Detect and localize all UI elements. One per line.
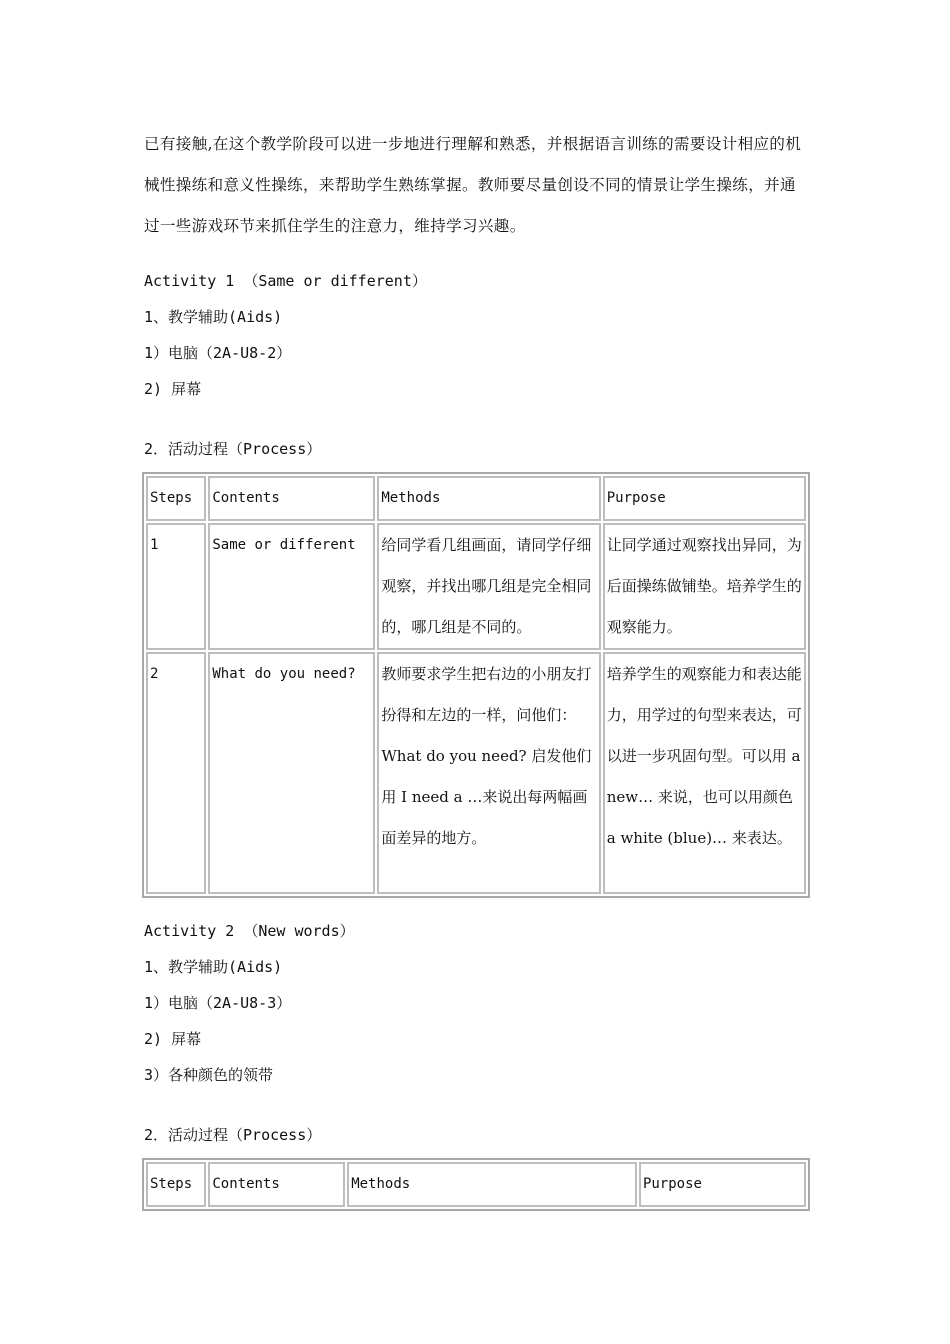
activity2-title: Activity 2 （New words）: [144, 922, 355, 940]
activity1-aid-item: 2) 屏幕: [144, 380, 202, 398]
intro-paragraph: 已有接触,在这个教学阶段可以进一步地进行理解和熟悉，并根据语言训练的需要设计相应的机械性操练和意义性操练，来帮助学生熟练掌握。教师要尽量创设不同的情景让学生操练，并通过一些游戏环节来抓住学生的注意力，维持学习兴趣。: [144, 135, 802, 235]
activity1-process-heading: 2．活动过程（Process）: [144, 440, 322, 458]
row-methods: 教师要求学生把右边的小朋友打扮得和左边的一样，问他们：What do you need? 启发他们用 I need a …来说出每两幅画面差异的地方。: [377, 652, 600, 894]
header-methods: Methods: [377, 476, 600, 521]
header-methods: Methods: [347, 1162, 637, 1207]
table-row: [146, 652, 806, 894]
header-steps: Steps: [146, 1162, 206, 1207]
header-contents: Contents: [208, 476, 375, 521]
header-purpose: Purpose: [603, 476, 806, 521]
activity1-title: Activity 1 （Same or different）: [144, 272, 427, 290]
activity2-aids-heading: 1、教学辅助(Aids): [144, 958, 283, 976]
header-steps: Steps: [146, 476, 206, 521]
activity2-aid-item: 1）电脑（2A-U8-3）: [144, 994, 292, 1012]
header-purpose: Purpose: [639, 1162, 806, 1207]
header-contents: Contents: [208, 1162, 345, 1207]
activity2-process-table: [142, 1158, 810, 1211]
table-row: [146, 523, 806, 650]
row-contents: Same or different: [208, 523, 375, 650]
activity2-aid-item: 3）各种颜色的领带: [144, 1066, 274, 1084]
row-purpose: 培养学生的观察能力和表达能力，用学过的句型来表达，可以进一步巩固句型。可以用 a new… 来说，也可以用颜色 a white (blue)… 来表达。: [603, 652, 806, 894]
activity1-aid-item: 1）电脑（2A-U8-2）: [144, 344, 292, 362]
activity2-aid-item: 2) 屏幕: [144, 1030, 202, 1048]
table-header-row: [146, 476, 806, 521]
table-header-row: [146, 1162, 806, 1207]
activity2-process-heading: 2．活动过程（Process）: [144, 1126, 322, 1144]
row-purpose: 让同学通过观察找出异同，为后面操练做铺垫。培养学生的观察能力。: [603, 523, 806, 650]
row-step: 2: [146, 652, 206, 894]
activity1-aids-heading: 1、教学辅助(Aids): [144, 308, 283, 326]
row-step: 1: [146, 523, 206, 650]
activity1-process-table: [142, 472, 810, 898]
row-contents: What do you need?: [208, 652, 375, 894]
row-methods: 给同学看几组画面，请同学仔细观察，并找出哪几组是完全相同的，哪几组是不同的。: [377, 523, 600, 650]
